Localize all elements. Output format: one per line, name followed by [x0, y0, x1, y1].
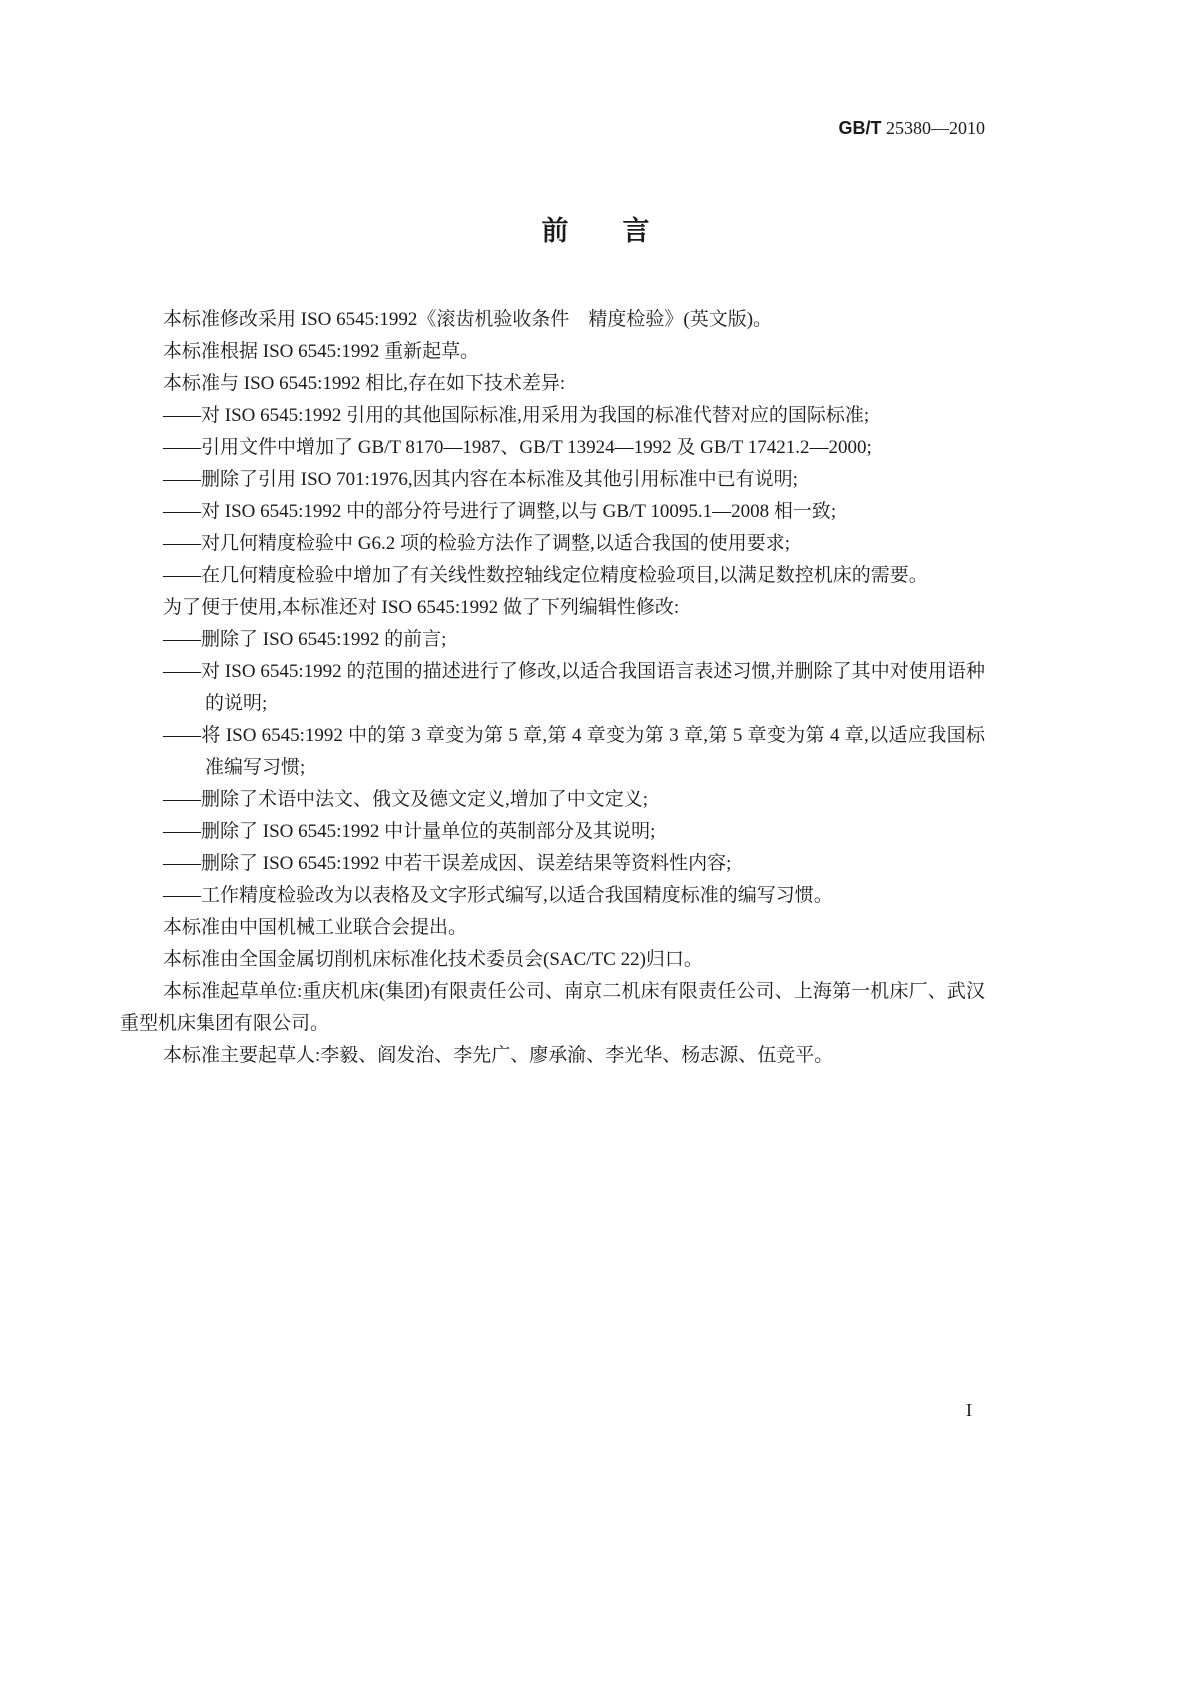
list-item: ——删除了引用 ISO 701:1976,因其内容在本标准及其他引用标准中已有说明; [163, 469, 798, 490]
list-item: ——引用文件中增加了 GB/T 8170—1987、GB/T 13924—1992 及 GB/T 17421.2—2000; [163, 437, 872, 458]
page-title: 前 言 [541, 216, 650, 247]
list-item: ——删除了 ISO 6545:1992 中若干误差成因、误差结果等资料性内容; [163, 853, 732, 874]
paragraph-drafting-units: 本标准起草单位:重庆机床(集团)有限责任公司、南京二机床有限责任公司、上海第一机床厂、武汉重型机床集团有限公司。 [120, 981, 985, 1034]
standard-number: 25380—2010 [886, 118, 985, 138]
paragraph-editorial-changes-intro: 为了便于使用,本标准还对 ISO 6545:1992 做了下列编辑性修改: [163, 597, 680, 618]
document-body [120, 304, 985, 1072]
list-item: ——在几何精度检验中增加了有关线性数控轴线定位精度检验项目,以满足数控机床的需要。 [163, 565, 928, 586]
paragraph-proposed-by: 本标准由中国机械工业联合会提出。 [163, 917, 468, 938]
list-item: ——对 ISO 6545:1992 中的部分符号进行了调整,以与 GB/T 10095.1—2008 相一致; [163, 501, 837, 522]
list-item: ——删除了术语中法文、俄文及德文定义,增加了中文定义; [163, 789, 649, 810]
page-number: I [966, 1400, 972, 1420]
list-item: ——将 ISO 6545:1992 中的第 3 章变为第 5 章,第 4 章变为第 3 章,第 5 章变为第 4 章,以适应我国标准编写习惯; [163, 725, 985, 778]
paragraph-under-jurisdiction: 本标准由全国金属切削机床标准化技术委员会(SAC/TC 22)归口。 [163, 949, 703, 970]
standard-prefix: GB/T [838, 118, 882, 138]
paragraph-technical-differences-intro: 本标准与 ISO 6545:1992 相比,存在如下技术差异: [163, 373, 566, 394]
list-item: ——对 ISO 6545:1992 引用的其他国际标准,用采用为我国的标准代替对应的国际标准; [163, 405, 870, 426]
list-item: ——对几何精度检验中 G6.2 项的检验方法作了调整,以适合我国的使用要求; [163, 533, 791, 554]
paragraph-redrafted: 本标准根据 ISO 6545:1992 重新起草。 [163, 341, 480, 362]
paragraph-adoption: 本标准修改采用 ISO 6545:1992《滚齿机验收条件 精度检验》(英文版)。 [163, 309, 773, 330]
standard-number-header [839, 116, 986, 140]
list-item: ——删除了 ISO 6545:1992 的前言; [163, 629, 447, 650]
list-item: ——对 ISO 6545:1992 的范围的描述进行了修改,以适合我国语言表述习惯,并删除了其中对使用语种的说明; [163, 661, 985, 714]
paragraph-drafters: 本标准主要起草人:李毅、阎发治、李先广、廖承渝、李光华、杨志源、伍竞平。 [163, 1045, 834, 1066]
list-item: ——工作精度检验改为以表格及文字形式编写,以适合我国精度标准的编写习惯。 [163, 885, 833, 906]
list-item: ——删除了 ISO 6545:1992 中计量单位的英制部分及其说明; [163, 821, 656, 842]
